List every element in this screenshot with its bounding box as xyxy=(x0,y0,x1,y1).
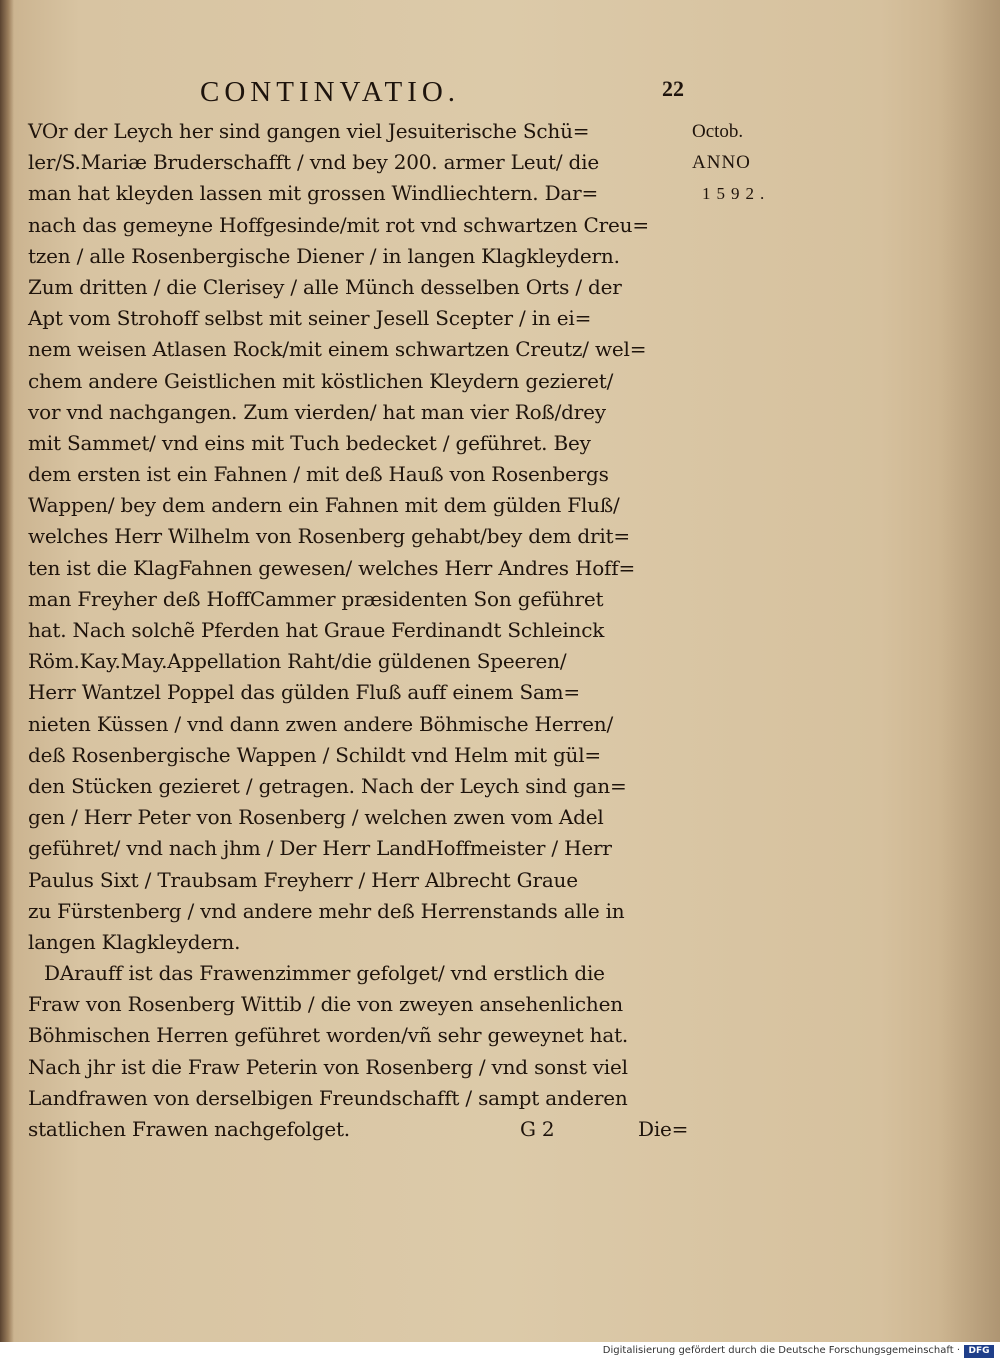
text-line: DArauff ist das Frawenzimmer gefolget/ vnd erstlich die xyxy=(44,961,605,986)
page-gutter-edge xyxy=(0,0,14,1342)
text-line: Zum dritten / die Clerisey / alle Münch desselben Orts / der xyxy=(28,274,622,299)
text-line: Röm.Kay.May.Appellation Raht/die güldenen Speeren/ xyxy=(28,649,567,674)
margin-year: 1592. xyxy=(702,184,771,203)
text-line: langen Klagkleydern. xyxy=(28,929,241,954)
text-line: Wappen/ bey dem andern ein Fahnen mit dem gülden Fluß/ xyxy=(28,493,620,518)
text-line: Nach jhr ist die Fraw Peterin von Rosenberg / vnd sonst viel xyxy=(28,1054,628,1079)
signature-mark: G 2 xyxy=(520,1117,555,1141)
text-line: nem weisen Atlasen Rock/mit einem schwartzen Creutz/ wel= xyxy=(28,337,647,362)
text-line: vor vnd nachgangen. Zum vierden/ hat man vier Roß/drey xyxy=(28,399,606,424)
text-line: Fraw von Rosenberg Wittib / die von zweyen ansehenlichen xyxy=(28,992,623,1017)
text-line: Paulus Sixt / Traubsam Freyherr / Herr Albrecht Graue xyxy=(28,867,578,892)
text-line: Apt vom Strohoff selbst mit seiner Jesell Scepter / in ei= xyxy=(28,306,592,331)
text-line: Herr Wantzel Poppel das gülden Fluß auff einem Sam= xyxy=(28,680,580,705)
body-text xyxy=(28,116,698,1145)
text-line: dem ersten ist ein Fahnen / mit deß Hauß von Rosenbergs xyxy=(28,462,609,487)
funding-credit: Digitalisierung gefördert durch die Deutsche Forschungsgemeinschaft · xyxy=(602,1345,960,1356)
dfg-logo: DFG xyxy=(964,1345,994,1358)
text-line: tzen / alle Rosenbergische Diener / in langen Klagkleydern. xyxy=(28,243,620,268)
text-line: den Stücken gezieret / getragen. Nach der Leych sind gan= xyxy=(28,773,627,798)
text-line: chem andere Geistlichen mit köstlichen Kleydern gezieret/ xyxy=(28,368,614,393)
text-line: deß Rosenbergische Wappen / Schildt vnd Helm mit gül= xyxy=(28,742,601,767)
text-line: Landfrawen von derselbigen Freundschafft / sampt anderen xyxy=(28,1085,628,1110)
margin-note xyxy=(692,116,792,209)
text-line: nieten Küssen / vnd dann zwen andere Böhmische Herren/ xyxy=(28,711,613,736)
text-line: nach das gemeyne Hoffgesinde/mit rot vnd schwartzen Creu= xyxy=(28,212,649,237)
text-line: zu Fürstenberg / vnd andere mehr deß Herrenstands alle in xyxy=(28,898,625,923)
text-line: ten ist die KlagFahnen gewesen/ welches Herr Andres Hoff= xyxy=(28,555,636,580)
running-title: CONTINVATIO. xyxy=(200,76,461,108)
text-line: geführet/ vnd nach jhm / Der Herr LandHoffmeister / Herr xyxy=(28,836,612,861)
text-line: man hat kleyden lassen mit grossen Windliechtern. Dar= xyxy=(28,181,599,206)
text-line: welches Herr Wilhelm von Rosenberg gehabt/bey dem drit= xyxy=(28,524,630,549)
text-line: ler/S.Mariæ Bruderschafft / vnd bey 200. armer Leut/ die xyxy=(28,150,599,175)
page-number: 22 xyxy=(662,76,684,101)
catchword: Die= xyxy=(638,1117,689,1141)
text-line: Böhmischen Herren geführet worden/vñ sehr geweynet hat. xyxy=(28,1023,629,1048)
last-line-text: statlichen Frawen nachgefolget. xyxy=(28,1117,350,1141)
text-line: man Freyher deß HoffCammer præsidenten Son geführet xyxy=(28,586,604,611)
text-line: hat. Nach solchẽ Pferden hat Graue Ferdinandt Schleinck xyxy=(28,618,605,642)
text-line: VOr der Leych her sind gangen viel Jesuiterische Schü= xyxy=(28,119,590,143)
digitization-footer xyxy=(0,1342,1000,1362)
text-line: gen / Herr Peter von Rosenberg / welchen zwen vom Adel xyxy=(28,805,604,830)
page-header xyxy=(0,72,1000,112)
margin-anno: ANNO xyxy=(692,152,751,173)
last-text-line xyxy=(28,1114,698,1145)
page-edge-shadow xyxy=(940,0,1000,1342)
margin-month: Octob. xyxy=(692,121,744,142)
text-line: mit Sammet/ vnd eins mit Tuch bedecket / geführet. Bey xyxy=(28,430,591,455)
